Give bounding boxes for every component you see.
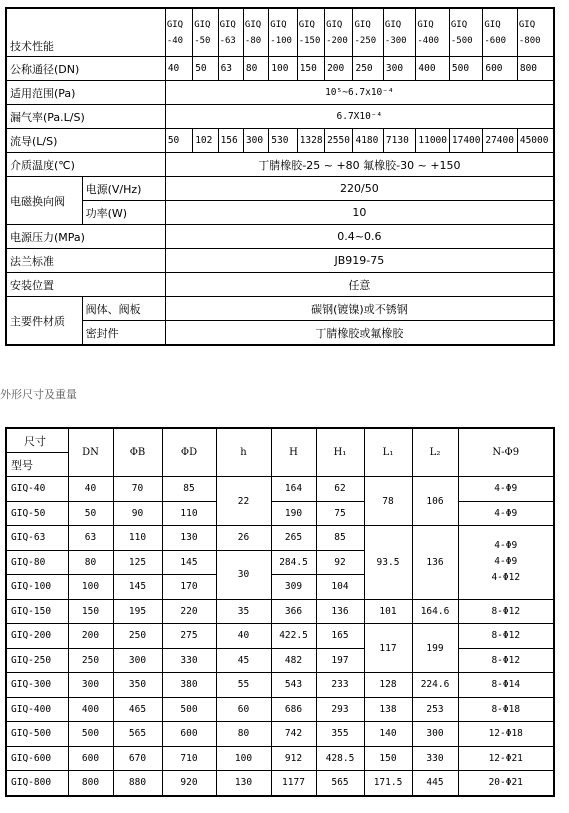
d-cell: 85 [162, 477, 216, 502]
dn-cell: 300 [383, 57, 415, 81]
dn-cell: 250 [353, 57, 383, 81]
l1-cell: 78 [364, 477, 412, 526]
model-cell: GIQ-100 [6, 575, 68, 600]
l2-cell: 445 [412, 771, 458, 796]
seal-value: 丁腈橡胶或氟橡胶 [165, 321, 554, 346]
d-cell: 110 [162, 501, 216, 526]
hh-cell: 742 [271, 722, 316, 747]
l1-cell: 101 [364, 599, 412, 624]
model-cell: GIQ-40 [6, 477, 68, 502]
dn-cell: 600 [68, 746, 113, 771]
model-header: GIQ -400 [416, 8, 449, 57]
d-cell: 600 [162, 722, 216, 747]
d-cell: 920 [162, 771, 216, 796]
h1-cell: 62 [316, 477, 364, 502]
flow-cell: 102 [193, 129, 218, 153]
d-cell: 330 [162, 648, 216, 673]
mount-label: 安装位置 [6, 273, 165, 297]
n-cell: 8-Φ14 [458, 673, 554, 698]
dn-cell: 150 [68, 599, 113, 624]
col-header-h: h [216, 428, 271, 477]
h-cell: 22 [216, 477, 271, 526]
n-cell: 12-Φ18 [458, 722, 554, 747]
col-header-n: N-Φ9 [458, 428, 554, 477]
col-header-l2: L₂ [412, 428, 458, 477]
model-header: GIQ -40 [165, 8, 192, 57]
b-cell: 90 [113, 501, 162, 526]
h-cell: 130 [216, 771, 271, 796]
l2-cell: 164.6 [412, 599, 458, 624]
n-value: 4-Φ12 [491, 572, 521, 584]
model-header: GIQ -100 [269, 8, 297, 57]
l1-cell: 128 [364, 673, 412, 698]
n-cell [458, 526, 554, 600]
model-header: GIQ -300 [383, 8, 415, 57]
l1-cell: 93.5 [364, 526, 412, 600]
n-cell: 20-Φ21 [458, 771, 554, 796]
col-header-h1: H₁ [316, 428, 364, 477]
model-cell: GIQ-400 [6, 697, 68, 722]
model-cell: GIQ-600 [6, 746, 68, 771]
model-cell: GIQ-250 [6, 648, 68, 673]
flow-cell: 300 [243, 129, 268, 153]
l2-cell: 300 [412, 722, 458, 747]
b-cell: 300 [113, 648, 162, 673]
dn-cell: 50 [193, 57, 218, 81]
dn-cell: 80 [243, 57, 268, 81]
dn-cell: 200 [325, 57, 353, 81]
model-cell: GIQ-800 [6, 771, 68, 796]
h-cell: 55 [216, 673, 271, 698]
h1-cell: 75 [316, 501, 364, 526]
dn-cell: 200 [68, 624, 113, 649]
model-header: GIQ -600 [483, 8, 518, 57]
flow-cell: 156 [218, 129, 243, 153]
section-caption: 外形尺寸及重量 [0, 388, 77, 401]
model-cell: GIQ-50 [6, 501, 68, 526]
dn-cell: 40 [165, 57, 192, 81]
power-label: 电源(V/Hz) [82, 177, 165, 201]
watt-label: 功率(W) [82, 201, 165, 225]
flow-cell: 7130 [383, 129, 415, 153]
range-value: 10⁵~6.7x10⁻⁴ [165, 81, 554, 105]
model-header: GIQ -200 [325, 8, 353, 57]
flow-cell: 530 [269, 129, 297, 153]
d-cell: 500 [162, 697, 216, 722]
b-cell: 145 [113, 575, 162, 600]
solenoid-label: 电磁换向阀 [6, 177, 82, 225]
d-cell: 710 [162, 746, 216, 771]
h-cell: 60 [216, 697, 271, 722]
hh-cell: 912 [271, 746, 316, 771]
model-header: GIQ -50 [193, 8, 218, 57]
body-value: 碳钢(镀镍)或不锈钢 [165, 297, 554, 321]
dn-cell: 250 [68, 648, 113, 673]
flow-cell: 45000 [517, 129, 554, 153]
flow-cell: 50 [165, 129, 192, 153]
temp-value: 丁腈橡胶-25 ~ +80 氟橡胶-30 ~ +150 [165, 153, 554, 177]
dn-label: 公称通径(DN) [6, 57, 165, 81]
h1-cell: 293 [316, 697, 364, 722]
dn-cell: 800 [68, 771, 113, 796]
h1-cell: 136 [316, 599, 364, 624]
leak-value: 6.7X10⁻⁴ [165, 105, 554, 129]
n-cell: 8-Φ18 [458, 697, 554, 722]
pressure-label: 电源压力(MPa) [6, 225, 165, 249]
b-cell: 195 [113, 599, 162, 624]
l2-cell: 136 [412, 526, 458, 600]
hh-cell: 164 [271, 477, 316, 502]
n-cell: 4-Φ9 [458, 477, 554, 502]
hh-cell: 265 [271, 526, 316, 551]
b-cell: 880 [113, 771, 162, 796]
n-cell: 4-Φ9 [458, 501, 554, 526]
model-header: GIQ -150 [297, 8, 324, 57]
dn-cell: 600 [483, 57, 518, 81]
flow-cell: 17400 [449, 129, 482, 153]
flow-cell: 11000 [416, 129, 449, 153]
performance-table [5, 7, 555, 346]
h-cell: 35 [216, 599, 271, 624]
d-cell: 145 [162, 550, 216, 575]
b-cell: 670 [113, 746, 162, 771]
h1-cell: 197 [316, 648, 364, 673]
b-cell: 70 [113, 477, 162, 502]
dn-cell: 80 [68, 550, 113, 575]
dn-cell: 800 [517, 57, 554, 81]
flange-label: 法兰标准 [6, 249, 165, 273]
h-cell: 26 [216, 526, 271, 551]
watt-value: 10 [165, 201, 554, 225]
hh-cell: 366 [271, 599, 316, 624]
h-cell: 30 [216, 550, 271, 599]
hh-cell: 422.5 [271, 624, 316, 649]
b-cell: 350 [113, 673, 162, 698]
b-cell: 125 [113, 550, 162, 575]
seal-label: 密封件 [82, 321, 165, 346]
h-cell: 40 [216, 624, 271, 649]
model-cell: GIQ-150 [6, 599, 68, 624]
material-label: 主要件材质 [6, 297, 82, 346]
col-header-dn: DN [68, 428, 113, 477]
dn-cell: 50 [68, 501, 113, 526]
l1-cell: 171.5 [364, 771, 412, 796]
l2-cell: 106 [412, 477, 458, 526]
pressure-value: 0.4~0.6 [165, 225, 554, 249]
mount-value: 任意 [165, 273, 554, 297]
hh-cell: 543 [271, 673, 316, 698]
h-cell: 80 [216, 722, 271, 747]
d-cell: 130 [162, 526, 216, 551]
model-header: GIQ -80 [243, 8, 268, 57]
dn-cell: 500 [68, 722, 113, 747]
model-header: GIQ -250 [353, 8, 383, 57]
n-cell: 8-Φ12 [458, 624, 554, 649]
size-header: 尺寸 [6, 428, 68, 453]
model-header: 型号 [6, 453, 68, 477]
model-cell: GIQ-500 [6, 722, 68, 747]
model-header: GIQ -800 [517, 8, 554, 57]
body-label: 阀体、阀板 [82, 297, 165, 321]
l1-cell: 140 [364, 722, 412, 747]
l1-cell: 117 [364, 624, 412, 673]
h1-cell: 565 [316, 771, 364, 796]
h-cell: 45 [216, 648, 271, 673]
col-header-hh: H [271, 428, 316, 477]
model-header: GIQ -63 [218, 8, 243, 57]
d-cell: 380 [162, 673, 216, 698]
temp-label: 介质温度(℃) [6, 153, 165, 177]
col-header-d: ΦD [162, 428, 216, 477]
l2-cell: 199 [412, 624, 458, 673]
dn-cell: 150 [297, 57, 324, 81]
b-cell: 465 [113, 697, 162, 722]
range-label: 适用范围(Pa) [6, 81, 165, 105]
flow-cell: 27400 [483, 129, 518, 153]
n-cell: 8-Φ12 [458, 648, 554, 673]
flow-cell: 2550 [325, 129, 353, 153]
n-value: 4-Φ9 [494, 556, 518, 568]
flow-cell: 1328 [297, 129, 324, 153]
hh-cell: 190 [271, 501, 316, 526]
dn-cell: 400 [416, 57, 449, 81]
col-header-b: ΦB [113, 428, 162, 477]
h1-cell: 165 [316, 624, 364, 649]
l2-cell: 224.6 [412, 673, 458, 698]
h1-cell: 355 [316, 722, 364, 747]
dn-cell: 63 [68, 526, 113, 551]
model-cell: GIQ-200 [6, 624, 68, 649]
dn-cell: 500 [449, 57, 482, 81]
h1-cell: 104 [316, 575, 364, 600]
dn-cell: 100 [68, 575, 113, 600]
hh-cell: 686 [271, 697, 316, 722]
flange-value: JB919-75 [165, 249, 554, 273]
b-cell: 110 [113, 526, 162, 551]
b-cell: 250 [113, 624, 162, 649]
dn-cell: 400 [68, 697, 113, 722]
flow-cell: 4180 [353, 129, 383, 153]
dn-cell: 300 [68, 673, 113, 698]
dimensions-table [5, 427, 555, 797]
l1-cell: 150 [364, 746, 412, 771]
n-cell: 8-Φ12 [458, 599, 554, 624]
hh-cell: 482 [271, 648, 316, 673]
dn-cell: 63 [218, 57, 243, 81]
dn-cell: 40 [68, 477, 113, 502]
hh-cell: 284.5 [271, 550, 316, 575]
d-cell: 220 [162, 599, 216, 624]
model-cell: GIQ-80 [6, 550, 68, 575]
flow-label: 流导(L/S) [6, 129, 165, 153]
hh-cell: 1177 [271, 771, 316, 796]
power-value: 220/50 [165, 177, 554, 201]
model-cell: GIQ-63 [6, 526, 68, 551]
l1-cell: 138 [364, 697, 412, 722]
h-cell: 100 [216, 746, 271, 771]
d-cell: 170 [162, 575, 216, 600]
model-header: GIQ -500 [449, 8, 482, 57]
l2-cell: 330 [412, 746, 458, 771]
h1-cell: 85 [316, 526, 364, 551]
d-cell: 275 [162, 624, 216, 649]
h1-cell: 428.5 [316, 746, 364, 771]
hh-cell: 309 [271, 575, 316, 600]
b-cell: 565 [113, 722, 162, 747]
h1-cell: 92 [316, 550, 364, 575]
leak-label: 漏气率(Pa.L/S) [6, 105, 165, 129]
l2-cell: 253 [412, 697, 458, 722]
tech-perf-label: 技术性能 [6, 8, 165, 57]
model-cell: GIQ-300 [6, 673, 68, 698]
h1-cell: 233 [316, 673, 364, 698]
n-value: 4-Φ9 [494, 540, 518, 552]
n-cell: 12-Φ21 [458, 746, 554, 771]
dn-cell: 100 [269, 57, 297, 81]
col-header-l1: L₁ [364, 428, 412, 477]
